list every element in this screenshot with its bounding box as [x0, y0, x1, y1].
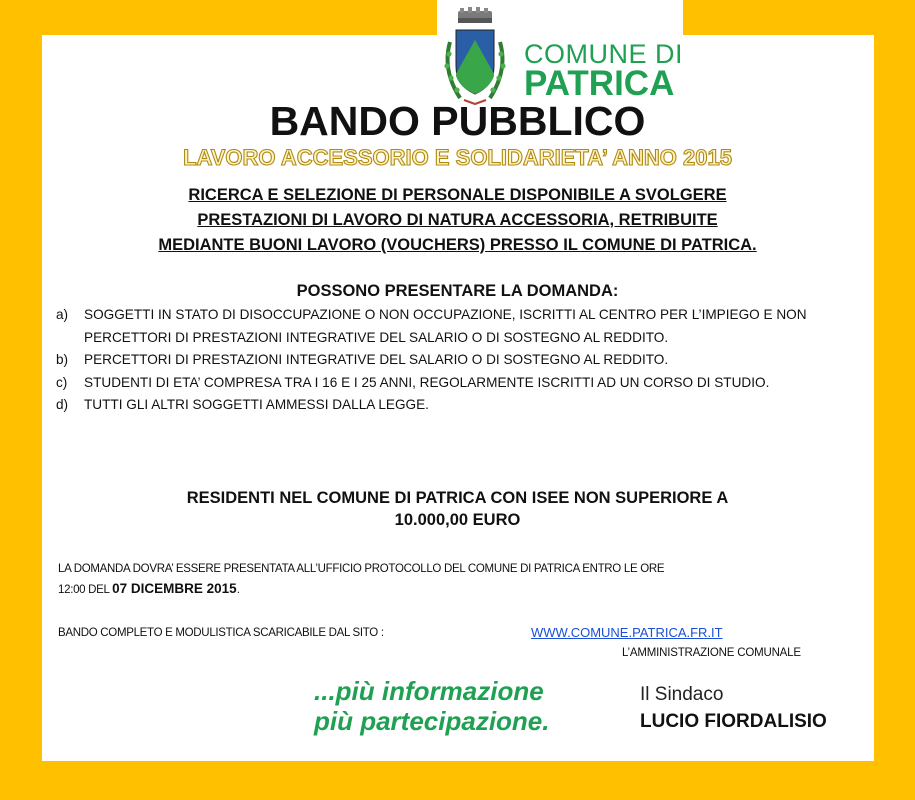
eligibility-heading: POSSONO PRESENTARE LA DOMANDA: — [296, 282, 619, 300]
deadline-suffix: . — [236, 584, 240, 596]
heading-line: RICERCA E SELEZIONE DI PERSONALE DISPONIBILE A SVOLGERE — [188, 186, 727, 204]
list-item — [56, 349, 856, 372]
administration-signature: L’AMMINISTRAZIONE COMUNALE — [622, 647, 801, 659]
list-item-text: PERCETTORI DI PRESTAZIONI INTEGRATIVE DEL SALARIO O DI SOSTEGNO AL REDDITO. — [84, 352, 669, 367]
list-item — [56, 372, 856, 395]
deadline-date: 07 DICEMBRE 2015 — [112, 581, 237, 596]
patrica-label: PATRICA — [524, 64, 675, 103]
website-link[interactable]: WWW.COMUNE.PATRICA.FR.IT — [531, 625, 723, 640]
deadline-line — [58, 579, 858, 600]
list-item-label: d) — [56, 397, 69, 412]
list-item-text: STUDENTI DI ETA’ COMPRESA TRA I 16 E I 25 ANNI, REGOLARMENTE ISCRITTI AD UN CORSO DI STUDIO. — [84, 374, 770, 390]
mayor-label: Il Sindaco — [640, 684, 724, 705]
heading-line: MEDIANTE BUONI LAVORO (VOUCHERS) PRESSO IL COMUNE DI PATRICA. — [158, 236, 757, 254]
deadline-prefix: 12:00 DEL — [58, 584, 113, 596]
residency-line: 10.000,00 EURO — [394, 511, 521, 529]
list-item — [56, 304, 856, 349]
list-item-label: a) — [56, 307, 69, 322]
announcement-heading — [0, 183, 915, 258]
deadline-notice — [58, 560, 858, 600]
comune-di-label: COMUNE DI — [524, 39, 683, 69]
list-item-text: TUTTI GLI ALTRI SOGGETTI AMMESSI DALLA LEGGE. — [84, 397, 429, 412]
list-item-label: c) — [56, 374, 68, 390]
list-item — [56, 394, 856, 417]
residency-requirement — [0, 487, 915, 531]
list-item-label: b) — [56, 352, 69, 367]
eligibility-list — [56, 304, 856, 417]
slogan-line: più partecipazione. — [314, 706, 550, 736]
download-notice: BANDO COMPLETO E MODULISTICA SCARICABILE DAL SITO : — [58, 627, 384, 639]
deadline-line: LA DOMANDA DOVRA’ ESSERE PRESENTATA ALL’UFFICIO PROTOCOLLO DEL COMUNE DI PATRICA ENTRO LE ORE — [58, 563, 665, 575]
slogan — [314, 676, 550, 736]
list-item-text: SOGGETTI IN STATO DI DISOCCUPAZIONE O NON OCCUPAZIONE, ISCRITTI AL CENTRO PER L’IMPIEGO E NON PERCETTORI DI PRESTAZIONI INTEGRATIVE DEL SALARIO O DI SOSTEGNO AL REDDITO. — [84, 307, 807, 345]
page-title: BANDO PUBBLICO — [269, 98, 646, 144]
coat-of-arms-icon — [440, 6, 510, 110]
mayor-name: LUCIO FIORDALISIO — [640, 711, 827, 732]
heading-line: PRESTAZIONI DI LAVORO DI NATURA ACCESSORIA, RETRIBUITE — [197, 211, 718, 229]
page-subtitle: LAVORO ACCESSORIO E SOLIDARIETA’ ANNO 2015 — [183, 145, 732, 170]
residency-line: RESIDENTI NEL COMUNE DI PATRICA CON ISEE NON SUPERIORE A — [186, 489, 729, 507]
slogan-line: ...più informazione — [314, 676, 544, 706]
